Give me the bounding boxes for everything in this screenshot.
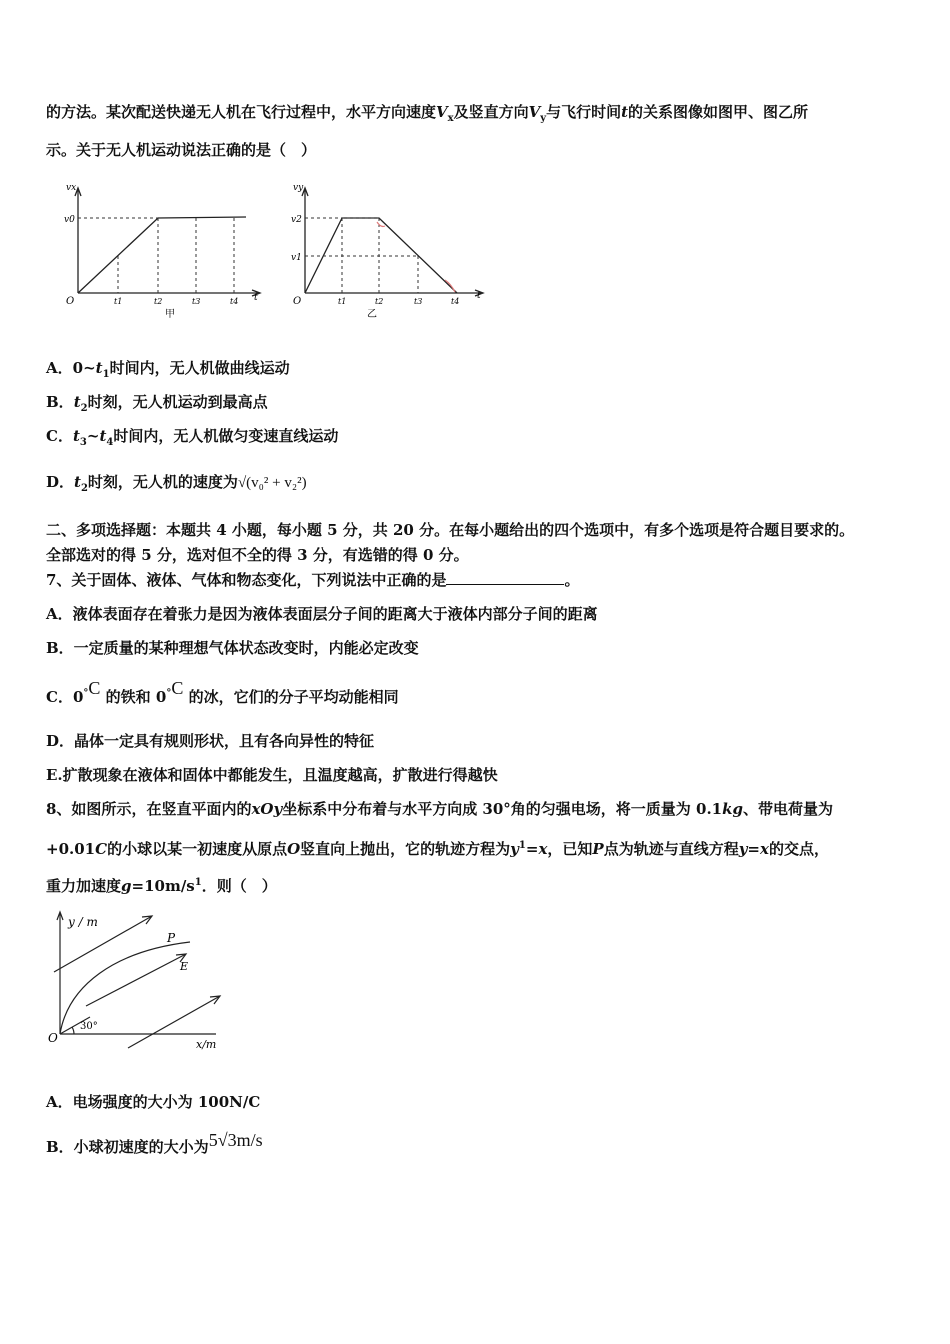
q8-angle-label: 30° xyxy=(80,1021,98,1032)
jia-tick-t2: t2 xyxy=(154,297,163,306)
q7-option-e: E.扩散现象在液体和固体中都能发生，且温度越高，扩散进行得越快 xyxy=(46,766,498,784)
q8-stem-line1: 8、如图所示，在竖直平面内的xOy坐标系中分布着与水平方向成 30°角的匀强电场，将一质量为 0.1kg、带电荷量为 xyxy=(46,800,834,818)
q6-option-d: D．$t_2$时刻，无人机的速度为√(v₀² + v₂²) xyxy=(46,473,307,494)
q8-y-label: y / m xyxy=(68,915,98,929)
q8-b-formula: 5√3m/s xyxy=(208,1130,263,1150)
yi-tick-t4: t4 xyxy=(451,297,460,306)
yi-tick-t3: t3 xyxy=(414,297,423,306)
q8-origin: O xyxy=(48,1031,58,1045)
q7-option-b: B．一定质量的某种理想气体状态改变时，内能必定改变 xyxy=(46,639,419,657)
section2-line1: 二、多项选择题：本题共 4 小题，每小题 5 分，共 20 分。在每小题给出的四个选项中，有多个选项是符合题目要求的。 xyxy=(46,521,855,539)
jia-tick-t1: t1 xyxy=(114,297,123,306)
q6-d-formula: √(v₀² + v₂²) xyxy=(237,475,307,491)
q7-option-c: C．0°C 的铁和 0°C 的冰，它们的分子平均动能相同 xyxy=(46,678,399,706)
q8-stem-line2: +0.01C的小球以某一初速度从原点O竖直向上抛出，它的轨迹方程为$y^1=x$，已知P点为轨迹与直线方程y=x的交点， xyxy=(46,840,829,858)
q8-figure xyxy=(44,906,234,1056)
q6-option-c: C．$t_3\sim t_4$时间内，无人机做匀变速直线运动 xyxy=(46,427,339,448)
q6-option-a: A．$0\sim t_1$时间内，无人机做曲线运动 xyxy=(46,359,290,380)
q6-intro-line1: 的方法。某次配送快递无人机在飞行过程中，水平方向速度$V_x$及竖直方向$V_y$与飞行时间t的关系图像如图甲、图乙所 xyxy=(46,103,809,124)
yi-t-axis: t xyxy=(477,291,481,301)
q8-p-label: P xyxy=(167,931,176,945)
graph-jia xyxy=(60,180,270,320)
jia-caption: 甲 xyxy=(165,309,175,320)
jia-tick-t4: t4 xyxy=(230,297,239,306)
q8-option-b: B．小球初速度的大小为5√3m/s xyxy=(46,1130,263,1156)
graph-yi xyxy=(285,180,495,320)
yi-caption: 乙 xyxy=(367,309,377,320)
yi-y-label: vy xyxy=(293,183,304,193)
q7-option-a: A．液体表面存在着张力是因为液体表面层分子间的距离大于液体内部分子间的距离 xyxy=(46,605,598,623)
q8-x-label: x/m xyxy=(196,1038,217,1051)
jia-tick-t3: t3 xyxy=(192,297,201,306)
q7-stem: 7、关于固体、液体、气体和物态变化，下列说法中正确的是 。 xyxy=(46,571,580,589)
q6-option-b: B．$t_2$时刻，无人机运动到最高点 xyxy=(46,393,268,414)
yi-tick-t1: t1 xyxy=(338,297,347,306)
yi-tick-t2: t2 xyxy=(375,297,384,306)
q8-stem-line3: 重力加速度$g=10m/s^1$．则（ ） xyxy=(46,877,277,895)
q6-intro-line2: 示。关于无人机运动说法正确的是（ ） xyxy=(46,141,317,159)
jia-origin: O xyxy=(66,296,75,307)
q7-option-d: D．晶体一定具有规则形状，且有各向异性的特征 xyxy=(46,732,375,750)
jia-t-axis: t xyxy=(254,293,258,303)
yi-v1-label: v1 xyxy=(291,253,302,263)
q7-answer-blank xyxy=(446,570,564,585)
q8-option-a: A．电场强度的大小为 100N/C xyxy=(46,1093,261,1111)
yi-v2-label: v2 xyxy=(291,215,302,225)
q8-e-label: E xyxy=(180,960,189,973)
yi-origin: O xyxy=(293,296,302,307)
section2-line2: 全部选对的得 5 分，选对但不全的得 3 分，有选错的得 0 分。 xyxy=(46,546,469,564)
jia-v0-label: v0 xyxy=(64,215,75,225)
jia-y-label: vx xyxy=(66,183,77,193)
